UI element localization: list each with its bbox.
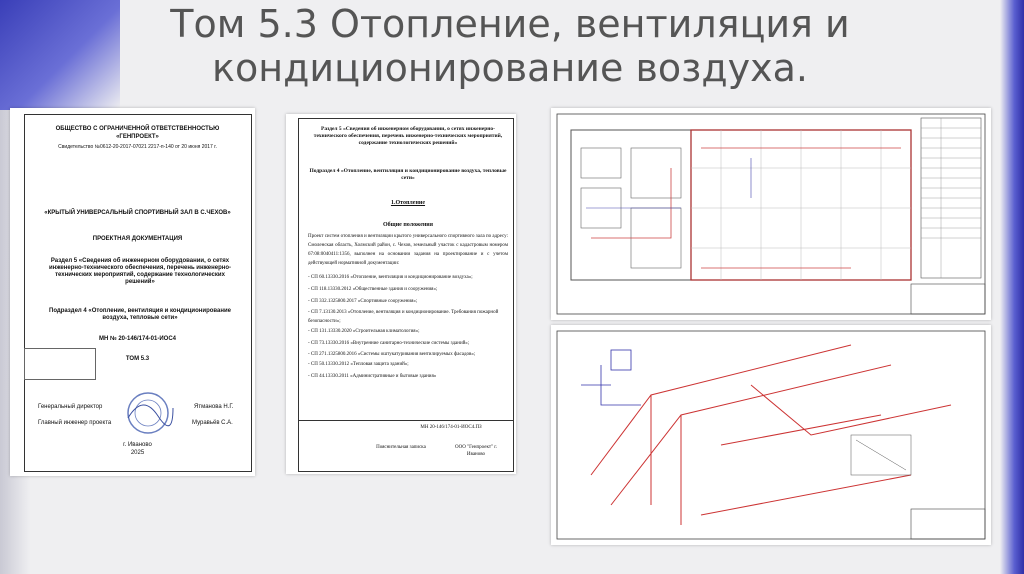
seal-image — [118, 388, 178, 438]
text-page-image — [286, 114, 516, 474]
org-heading: ОБЩЕСТВО С ОГРАНИЧЕННОЙ ОТВЕТСТВЕННОСТЬЮ — [55, 126, 220, 132]
list-item: - СП 131.13330.2020 «Строительная климатология»; — [308, 329, 420, 334]
corner-decoration — [0, 0, 120, 110]
city-label: г. Иваново — [123, 442, 152, 448]
list-item: - СП 7.13130.2013 «Отопление, вентиляция и кондиционирование. Требования пожарной безопасности»; — [308, 310, 499, 324]
list-item: - СП 271.1325800.2016 «Системы оштукатуривания вентилируемых фасадов»; — [308, 352, 476, 357]
license-text: Свидетельство №0612-20-2017-07021 2217-п-140 от 20 июня 2017 г. — [58, 144, 217, 150]
year-label: 2025 — [130, 450, 145, 456]
heading-heating: 1.Отопление — [390, 200, 426, 206]
list-item: - СП 44.13330.2011 «Административные и бытовые здания» — [308, 374, 437, 379]
director-role: Генеральный директор — [38, 404, 103, 410]
subsection-header: Подраздел 4 «Отопление, вентиляция и кондиционирование воздуха, тепловые сети» — [309, 168, 507, 181]
slide-title: Том 5.3 Отопление, вентиляция и кондиционирование воздуха. — [170, 2, 850, 90]
director-name: Ятманова Н.Г. — [194, 404, 234, 410]
intro-paragraph: Проект систем отопления и вентиляции крытого универсального спортивного зала по адресу: Смоленская область, Холмский район, с. Чехов, земельный участок с кадастровым номером 67:08:0040411:1356, выполнен на основании задания на проектирование и с учетом действующей нормативной документации: — [308, 234, 508, 266]
org-name: «ГЕНПРОЕКТ» — [116, 134, 159, 140]
engineer-role: Главный инженер проекта — [38, 420, 112, 426]
floor-plan-drawing — [551, 108, 991, 320]
section-header: Раздел 5 «Сведения об инженерном оборудовании, о сетях инженерно-технического обеспечения, перечень инженерно-технических мероприятий, содержание технологических решений» — [313, 126, 503, 146]
engineer-name: Муравьёв С.А. — [192, 420, 233, 426]
volume-label: ТОМ 5.3 — [125, 356, 150, 362]
right-edge-decoration — [1000, 0, 1024, 574]
heating-scheme-svg — [551, 325, 991, 545]
list-item: - СП 332.1325800.2017 «Спортивные сооружения»; — [308, 299, 418, 304]
section-title: Раздел 5 «Сведения об инженерном оборудовании, о сетях инженерно-технического обеспечения, перечень инженерно-технических мероприятий, содержание технологических решений» — [48, 258, 232, 285]
stamp-title: Пояснительная записка — [376, 445, 426, 450]
list-item: - СП 118.13330.2012 «Общественные здания и сооружения»; — [308, 287, 438, 292]
heating-scheme-drawing — [551, 325, 991, 545]
revision-table — [24, 348, 96, 380]
list-item: - СП 60.13330.2016 «Отопление, вентиляция и кондиционирование воздуха»; — [308, 275, 473, 280]
subsection-title: Подраздел 4 «Отопление, вентиляция и кондиционирование воздуха, тепловые сети» — [49, 308, 231, 321]
stamp-org: ООО "Генпроект" г. Иваново — [454, 445, 498, 457]
stamp-code: МН 20-146/174-01-ИОС4.ПЗ — [420, 425, 482, 430]
list-item: - СП 73.13330.2016 «Внутренние санитарно-технические системы зданий»; — [308, 341, 470, 346]
title-page-image — [10, 108, 255, 476]
object-name: «КРЫТЫЙ УНИВЕРСАЛЬНЫЙ СПОРТИВНЫЙ ЗАЛ В С.ЧЕХОВ» — [44, 210, 231, 216]
heading-general: Общие положения — [382, 222, 434, 228]
list-item: - СП 50.13330.2012 «Тепловая защита зданий»; — [308, 362, 409, 367]
floor-plan-svg — [551, 108, 991, 320]
norms-list — [308, 272, 508, 383]
doc-code: МН № 20-146/174-01-ИОС4 — [98, 336, 177, 342]
doc-type: ПРОЕКТНАЯ ДОКУМЕНТАЦИЯ — [92, 236, 183, 242]
